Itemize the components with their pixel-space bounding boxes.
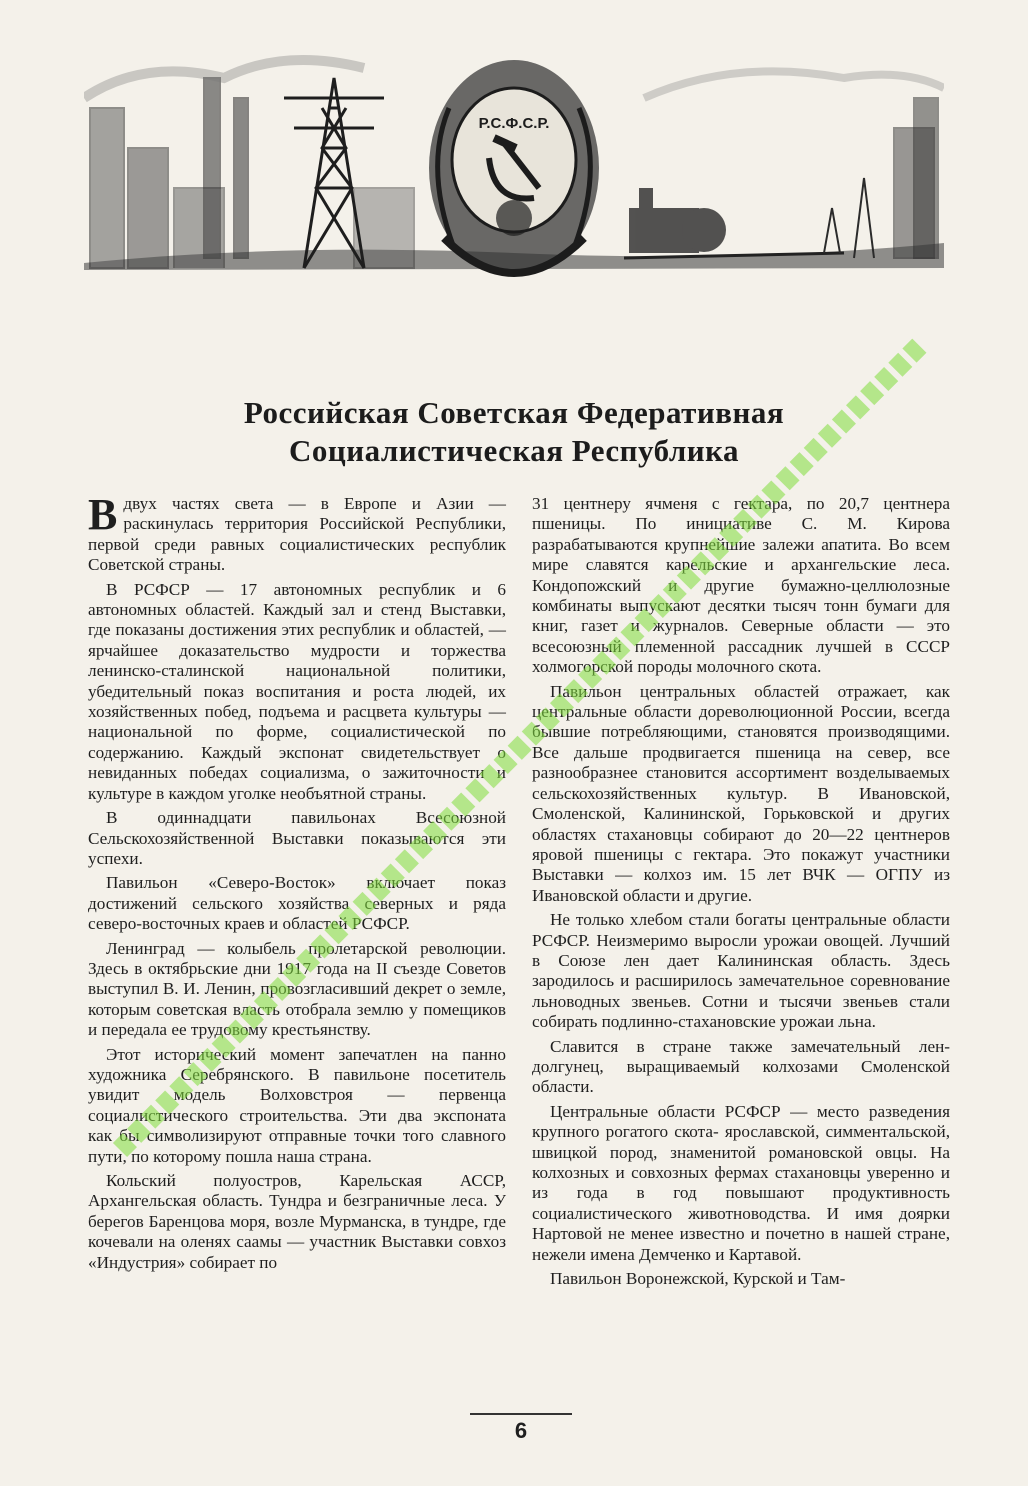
paragraph: 31 центнеру ячменя с гектара, по 20,7 центнера пшеницы. По инициативе С. М. Кирова разрабатываются крупнейшие залежи апатита. Во всем мире славятся карельские и архангельские леса. Кондопожский и другие бумажно-целлюлозные комбинаты выпускают десятки тысяч тонн бумаги для книг, газет и журналов. Северные области — это всесоюзный племенной рассадник лучшей в СССР холмогорской породы молочного скота.	[532, 494, 950, 677]
paragraph: Павильон Воронежской, Курской и Там-	[550, 1269, 846, 1289]
right-column	[532, 494, 950, 1293]
footer-rule	[470, 1413, 572, 1415]
title-line-1: Российская Советская Федеративная	[243, 395, 785, 430]
paragraph: Центральные области РСФСР — место разведения крупного рогатого скота- ярославской, симментальской, швицкой пород, знаменитой романовской овцы. На колхозных и совхозных фермах стахановцы уверенно и из года в год повышают продуктивность социалистического животноводства. И имя доярки Нартовой не менее известно и почетно в нашей стране, нежели имена Демченко и Картавой.	[532, 1101, 950, 1264]
paragraph: Этот исторический момент запечатлен на панно художника Серебрянского. В павильоне посетитель увидит модель Волховстроя — первенца социалистического строительства. Эти два экспоната как бы символизируют отправные точки того славного пути, по которому пошла наша страна.	[88, 1044, 506, 1166]
paragraph: В РСФСР — 17 автономных республик и 6 автономных областей. Каждый зал и стенд Выставки, где показаны достижения этих республик и областей, — ярчайшее доказательство мудрости и торжества ленинско-сталинской национальной политики, убедительный показ воспитания и роста людей, их хозяйственных побед, подъема и расцвета культуры — национальной по форме, социалистической по содержанию. Каждый экспонат свидетельствует о невиданных победах социализма, о зажиточности и культуре в каждом уголке необъятной страны.	[88, 579, 506, 803]
paragraph: Не только хлебом стали богаты центральные области РСФСР. Неизмеримо выросли урожаи овощей. Лучший в Союзе лен дает Калининская область. Здесь зародилось и расширилось замечательное соревнование льноводных звеньев. Сотни и тысячи звеньев стали собирать подлинно-стахановские урожаи льна.	[532, 910, 950, 1032]
drop-cap: В	[88, 490, 118, 539]
paragraph: Павильон «Северо-Восток» включает показ достижений сельского хозяйства северных и ряда северо-восточных краев и областей РСФСР.	[88, 873, 506, 934]
paragraph: Ленинград — колыбель пролетарской революции. Здесь в октябрьские дни 1917 года на II съезде Советов выступил В. И. Ленин, провозгласивший декрет о земле, которым советская власть отобрала землю у помещиков и передала ее трудовому крестьянству.	[88, 938, 506, 1040]
paragraph	[88, 490, 506, 576]
article-title	[0, 394, 1028, 470]
paragraph: Славится в стране также замечательный лен-долгунец, выращиваемый колхозами Смоленской области.	[532, 1036, 950, 1097]
emblem-text: Р.С.Ф.С.Р.	[478, 115, 550, 132]
paragraph: Кольский полуостров, Карельская АССР, Архангельская область. Тундра и безграничные леса. У берегов Баренцова моря, возле Мурманска, в тундре, где кочевали на оленях саамы — участник Выставки совхоз «Индустрия» собирает по	[88, 1171, 506, 1272]
paragraph: В одиннадцати павильонах Всесоюзной Сельскохозяйственной Выставки показываются эти успехи.	[88, 808, 506, 868]
page-number: 6	[514, 1418, 528, 1443]
paragraph-text: двух частях света — в Европе и Азии — раскинулась территория Российской Республики, первой среди равных социалистических республик Советской страны.	[88, 494, 506, 575]
paragraph: Павильон центральных областей отражает, как центральные области дореволюционной России, всегда бывшие потребляющими, становятся производящими. Все дальше продвигается пшеница на север, все разнообразнее становится ассортимент возделываемых сельскохозяйственных культур. В Ивановской, Смоленской, Калининской, Горьковской и других областях стахановцы собирают до 20—22 центнеров яровой пшеницы с гектара. Это покажут участники Выставки — колхоз им. 15 лет ВЧК — ОГПУ из Ивановской области и другие.	[532, 681, 950, 905]
title-line-2: Социалистическая Республика	[288, 433, 740, 468]
header-illustration	[84, 38, 944, 338]
left-column	[88, 490, 506, 1277]
